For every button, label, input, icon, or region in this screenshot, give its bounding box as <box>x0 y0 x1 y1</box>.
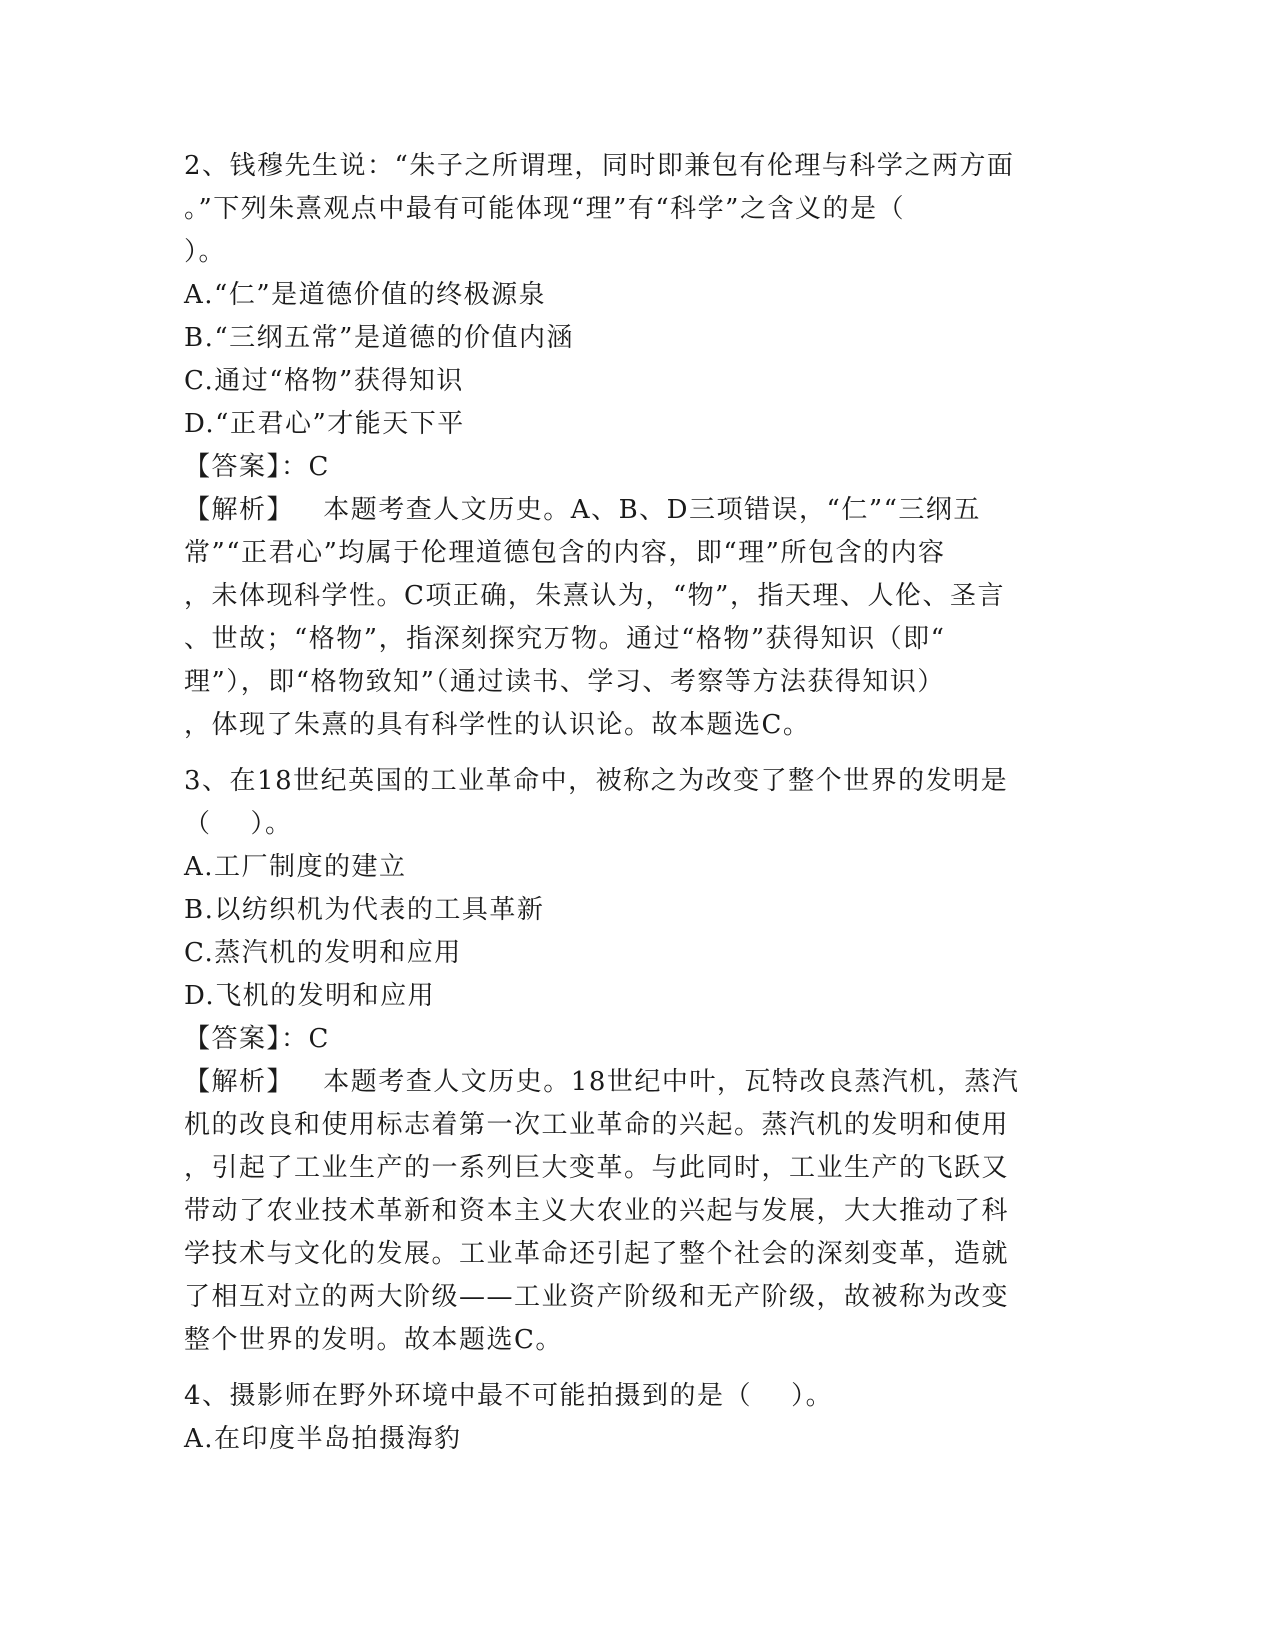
question-stem-line: 4、摄影师在野外环境中最不可能拍摄到的是（ ）。 <box>184 1381 834 1411</box>
analysis-line: ，体现了朱熹的具有科学性的认识论。故本题选C。 <box>184 710 811 740</box>
question-spacer <box>184 747 1084 760</box>
answer-option: B.以纺织机为代表的工具革新 <box>184 895 545 925</box>
answer-line: 【答案】：C <box>184 452 330 482</box>
question-stem-line: 3、在18世纪英国的工业革命中，被称之为改变了整个世界的发明是 <box>184 766 1009 796</box>
document-content <box>184 145 1084 1461</box>
question-stem-line: 。”下列朱熹观点中最有可能体现“理”有“科学”之含义的是（ <box>184 194 905 224</box>
question-spacer <box>184 1362 1084 1375</box>
analysis-line: 了相互对立的两大阶级——工业资产阶级和无产阶级，故被称为改变 <box>184 1282 1010 1312</box>
analysis-line: 理”），即“格物致知”（通过读书、学习、考察等方法获得知识） <box>184 667 945 697</box>
analysis-line: 常”“正君心”均属于伦理道德包含的内容，即“理”所包含的内容 <box>184 538 946 568</box>
question-stem-line: 2、钱穆先生说：“朱子之所谓理，同时即兼包有伦理与科学之两方面 <box>184 151 1015 181</box>
answer-line: 【答案】：C <box>184 1024 330 1054</box>
analysis-line: 【解析】 本题考查人文历史。A、B、D三项错误，“仁”“三纲五 <box>184 495 981 525</box>
answer-option: C.通过“格物”获得知识 <box>184 366 464 396</box>
analysis-line: ，未体现科学性。C项正确，朱熹认为，“物”，指天理、人伦、圣言 <box>184 581 1005 611</box>
analysis-line: 、世故；“格物”，指深刻探究万物。通过“格物”获得知识（即“ <box>184 624 946 654</box>
answer-option: D.“正君心”才能天下平 <box>184 409 465 439</box>
answer-option: C.蒸汽机的发明和应用 <box>184 938 462 968</box>
analysis-line: 学技术与文化的发展。工业革命还引起了整个社会的深刻变革，造就 <box>184 1239 1010 1269</box>
analysis-line: 带动了农业技术革新和资本主义大农业的兴起与发展，大大推动了科 <box>184 1196 1010 1226</box>
answer-option: A.在印度半岛拍摄海豹 <box>184 1424 462 1454</box>
analysis-line: 机的改良和使用标志着第一次工业革命的兴起。蒸汽机的发明和使用 <box>184 1110 1010 1140</box>
answer-option: A.工厂制度的建立 <box>184 852 407 882</box>
analysis-line: 【解析】 本题考查人文历史。18世纪中叶，瓦特改良蒸汽机，蒸汽 <box>184 1067 1020 1097</box>
question-stem-line: ）。 <box>184 237 227 267</box>
analysis-line: 整个世界的发明。故本题选C。 <box>184 1325 563 1355</box>
answer-option: A.“仁”是道德价值的终极源泉 <box>184 280 547 310</box>
analysis-line: ，引起了工业生产的一系列巨大变革。与此同时，工业生产的飞跃又 <box>184 1153 1010 1183</box>
answer-option: B.“三纲五常”是道德的价值内涵 <box>184 323 574 353</box>
question-stem-line: （ ）。 <box>184 809 293 839</box>
answer-option: D.飞机的发明和应用 <box>184 981 436 1011</box>
